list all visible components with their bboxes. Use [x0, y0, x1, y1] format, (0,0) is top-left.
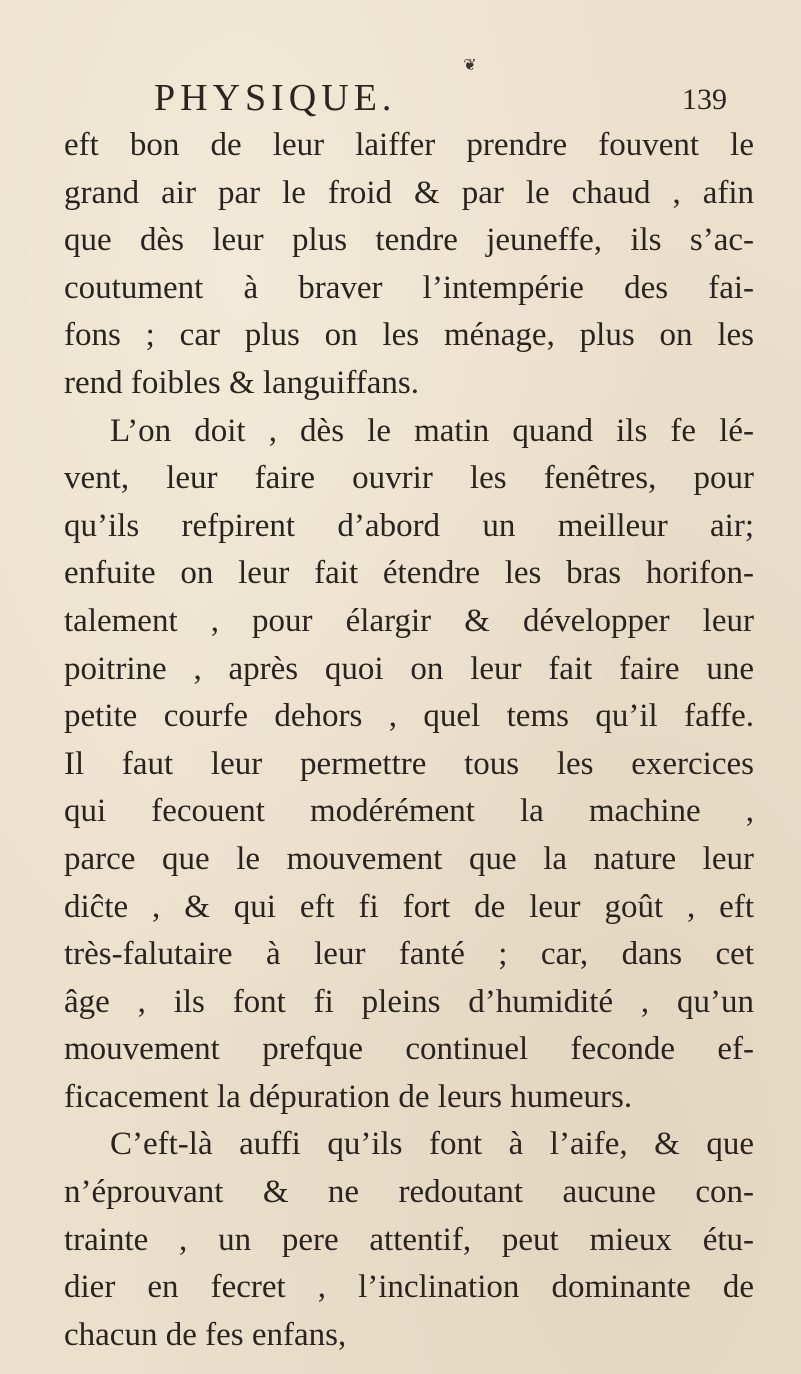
- text-line: fons ; car plus on les ménage, plus on les: [64, 317, 754, 354]
- text-line: rend foibles & languiffans.: [64, 364, 419, 401]
- text-line: mouvement prefque continuel feconde ef-: [64, 1031, 754, 1068]
- text-line: ficacement la dépuration de leurs humeurs.: [64, 1078, 633, 1115]
- text-line: âge , ils font fi pleins d’humidité , qu’un: [64, 983, 754, 1020]
- text-line: vent, leur faire ouvrir les fenêtres, pour: [64, 460, 754, 497]
- page-number: 139: [682, 83, 727, 116]
- text-line: qui fecouent modérément la machine ,: [64, 793, 754, 830]
- text-line: que dès leur plus tendre jeuneffe, ils s’ac-: [64, 222, 754, 259]
- body-text: [64, 122, 754, 1359]
- text-line: dier en fecret , l’inclination dominante de: [64, 1269, 754, 1306]
- text-line: très-falutaire à leur fanté ; car, dans cet: [64, 936, 754, 973]
- text-line: Il faut leur permettre tous les exercices: [64, 745, 754, 782]
- text-line: qu’ils refpirent d’abord un meilleur air;: [64, 507, 754, 544]
- text-line: L’on doit , dès le matin quand ils fe lé-: [110, 412, 754, 449]
- text-line: coutument à braver l’intempérie des fai-: [64, 269, 754, 306]
- text-line: talement , pour élargir & développer leur: [64, 602, 754, 639]
- text-line: n’éprouvant & ne redoutant aucune con-: [64, 1174, 754, 1211]
- text-line: diĉte , & qui eft fi fort de leur goût , eft: [64, 888, 754, 925]
- text-line: C’eft-là auffi qu’ils font à l’aife, & que: [110, 1126, 754, 1163]
- text-line: grand air par le froid & par le chaud , afin: [64, 174, 754, 211]
- text-line: poitrine , après quoi on leur fait faire une: [64, 650, 754, 687]
- fleuron-ornament-icon: ❦: [463, 55, 477, 74]
- text-line: chacun de fes enfans,: [64, 1316, 347, 1353]
- text-line: enfuite on leur fait étendre les bras horifon-: [64, 555, 754, 592]
- text-line: trainte , un pere attentif, peut mieux étu-: [64, 1221, 754, 1258]
- running-title: PHYSIQUE.: [154, 77, 397, 119]
- text-line: parce que le mouvement que la nature leur: [64, 840, 754, 877]
- text-line: eft bon de leur laiffer prendre fouvent le: [64, 127, 754, 163]
- text-line: petite courfe dehors , quel tems qu’il faffe.: [64, 698, 754, 735]
